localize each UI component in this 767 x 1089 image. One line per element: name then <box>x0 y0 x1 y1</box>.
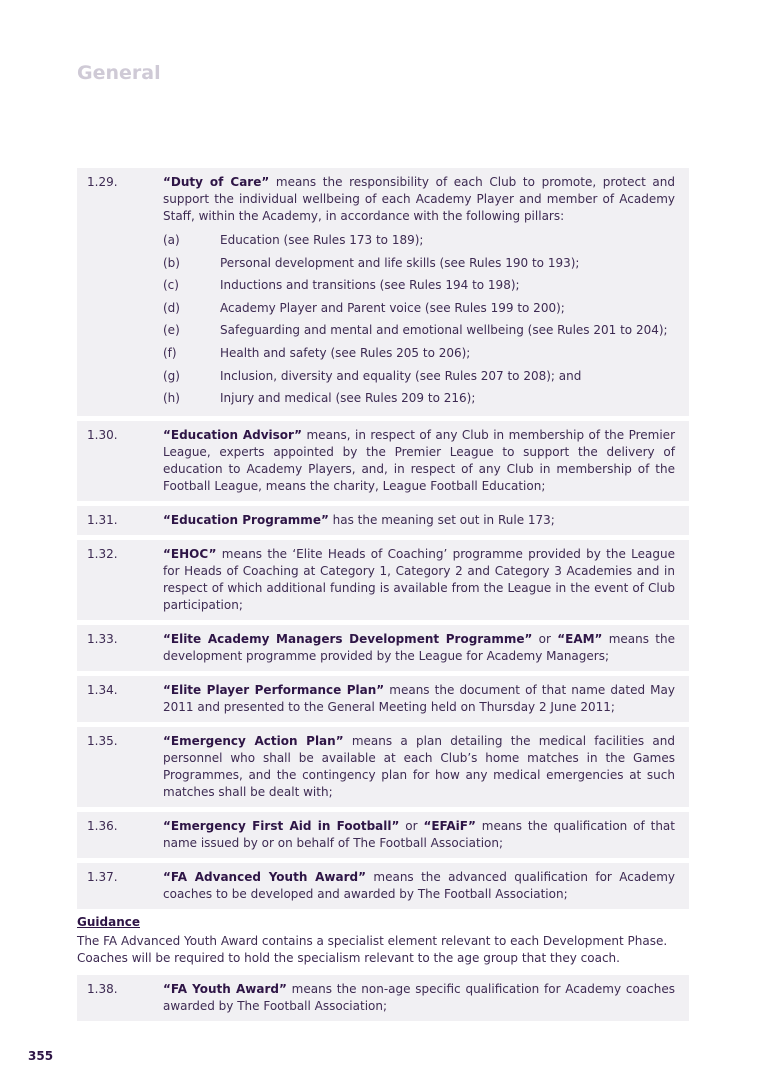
definition-text: means, in respect of any Club in membership of the Premier League, experts appointed by the Premier League to support the delivery of education to Academy Players, and, in respect of any Club in membership of the Football League, means the charity, League Football Education; <box>163 427 675 493</box>
definitions-list <box>77 168 689 1026</box>
definition-number: 1.31. <box>87 512 118 527</box>
definition-text: means the ‘Elite Heads of Coaching’ programme provided by the League for Heads of Coaching at Category 1, Category 2 and Category 3 Academies and in respect of which additional funding is available from the League in the event of Club participation; <box>163 546 675 612</box>
definition-number: 1.38. <box>87 981 118 996</box>
pillar-label: (b) <box>163 255 180 270</box>
definition-number: 1.35. <box>87 733 118 748</box>
page-number: 355 <box>28 1049 54 1063</box>
definition-term: “Emergency Action Plan” <box>163 733 344 748</box>
pillar-item <box>163 274 675 297</box>
definition-number: 1.29. <box>87 175 118 189</box>
pillar-label: (f) <box>163 345 177 360</box>
pillar-text: Injury and medical (see Rules 209 to 216); <box>220 391 476 406</box>
definition-term: “FA Youth Award” <box>163 981 287 996</box>
definition-text: means a plan detailing the medical facilities and personnel who shall be available at each Club’s home matches in the Games Programmes, and the contingency plan for how any medical emergencies at such matches shall be dealt with; <box>163 733 675 799</box>
section-title: General <box>77 62 161 84</box>
pillar-text: Academy Player and Parent voice (see Rules 199 to 200); <box>220 300 565 315</box>
definition-term-alt: “EFAiF” <box>423 818 476 833</box>
definition-text: means the qualification of that name issued by or on behalf of The Football Association; <box>163 818 675 850</box>
definition-term: “Elite Player Performance Plan” <box>163 682 385 697</box>
definition-body <box>163 512 675 529</box>
pillar-item <box>163 342 675 365</box>
pillar-item <box>163 252 675 275</box>
guidance-block <box>77 914 689 968</box>
definition-text: has the meaning set out in Rule 173; <box>328 512 555 527</box>
definition-term: “EHOC” <box>163 546 217 561</box>
definition-row-1-29 <box>77 168 689 416</box>
definition-body <box>163 733 675 801</box>
definition-body <box>163 631 675 665</box>
pillar-label: (e) <box>163 323 180 338</box>
definition-row-1-32 <box>77 540 689 620</box>
pillar-label: (g) <box>163 368 180 383</box>
definition-body <box>163 682 675 716</box>
definition-row-1-34 <box>77 676 689 722</box>
definition-term-alt: “EAM” <box>557 631 603 646</box>
guidance-text: The FA Advanced Youth Award contains a specialist element relevant to each Development Phase. Coaches will be required to hold the specialism relevant to the age group that they coach. <box>77 933 668 966</box>
definition-body <box>163 174 675 410</box>
definition-text: means the non-age specific qualification for Academy coaches awarded by The Football Association; <box>163 981 675 1013</box>
definition-body <box>163 546 675 614</box>
definition-row-1-35 <box>77 727 689 807</box>
pillar-text: Safeguarding and mental and emotional wellbeing (see Rules 201 to 204); <box>220 323 668 338</box>
definition-row-1-30 <box>77 421 689 501</box>
definition-row-1-38 <box>77 975 689 1021</box>
definition-text: means the responsibility of each Club to promote, protect and support the individual wellbeing of each Academy Player and member of Academy Staff, within the Academy, in accordance with the following pillars: <box>163 175 675 223</box>
definition-number: 1.34. <box>87 682 118 697</box>
definition-connector: or <box>399 818 424 833</box>
pillar-text: Inductions and transitions (see Rules 194 to 198); <box>220 278 520 293</box>
definition-number: 1.37. <box>87 869 118 884</box>
definition-number: 1.32. <box>87 546 118 561</box>
pillar-item <box>163 319 675 342</box>
definition-body <box>163 427 675 495</box>
pillar-text: Education (see Rules 173 to 189); <box>220 233 424 247</box>
definition-connector: or <box>532 631 558 646</box>
definition-term: “Education Advisor” <box>163 427 303 442</box>
definition-text: means the development programme provided by the League for Academy Managers; <box>163 631 675 663</box>
pillar-item <box>163 387 675 410</box>
pillar-item <box>163 365 675 388</box>
definition-row-1-33 <box>77 625 689 671</box>
pillar-item <box>163 297 675 320</box>
definition-body <box>163 818 675 852</box>
pillar-text: Personal development and life skills (see Rules 190 to 193); <box>220 255 580 270</box>
pillar-text: Inclusion, diversity and equality (see Rules 207 to 208); and <box>220 368 582 383</box>
pillar-label: (d) <box>163 300 180 315</box>
definition-body <box>163 981 675 1015</box>
pillar-text: Health and safety (see Rules 205 to 206); <box>220 345 471 360</box>
pillar-list <box>163 229 675 410</box>
definition-row-1-37 <box>77 863 689 909</box>
guidance-heading: Guidance <box>77 914 140 929</box>
definition-term: “Emergency First Aid in Football” <box>163 818 400 833</box>
definition-row-1-31 <box>77 506 689 535</box>
definition-number: 1.36. <box>87 818 118 833</box>
pillar-label: (a) <box>163 233 180 247</box>
definition-term: “Duty of Care” <box>163 175 270 189</box>
pillar-item <box>163 229 675 252</box>
definition-term: “FA Advanced Youth Award” <box>163 869 366 884</box>
definition-text: means the advanced qualification for Academy coaches to be developed and awarded by The Football Association; <box>163 869 675 901</box>
pillar-label: (c) <box>163 278 179 293</box>
definition-text: means the document of that name dated May 2011 and presented to the General Meeting held on Thursday 2 June 2011; <box>163 682 675 714</box>
definition-row-1-36 <box>77 812 689 858</box>
definition-number: 1.33. <box>87 631 118 646</box>
pillar-label: (h) <box>163 391 180 406</box>
definition-number: 1.30. <box>87 427 118 442</box>
definition-term: “Elite Academy Managers Development Programme” <box>163 631 533 646</box>
definition-term: “Education Programme” <box>163 512 329 527</box>
definition-body <box>163 869 675 903</box>
